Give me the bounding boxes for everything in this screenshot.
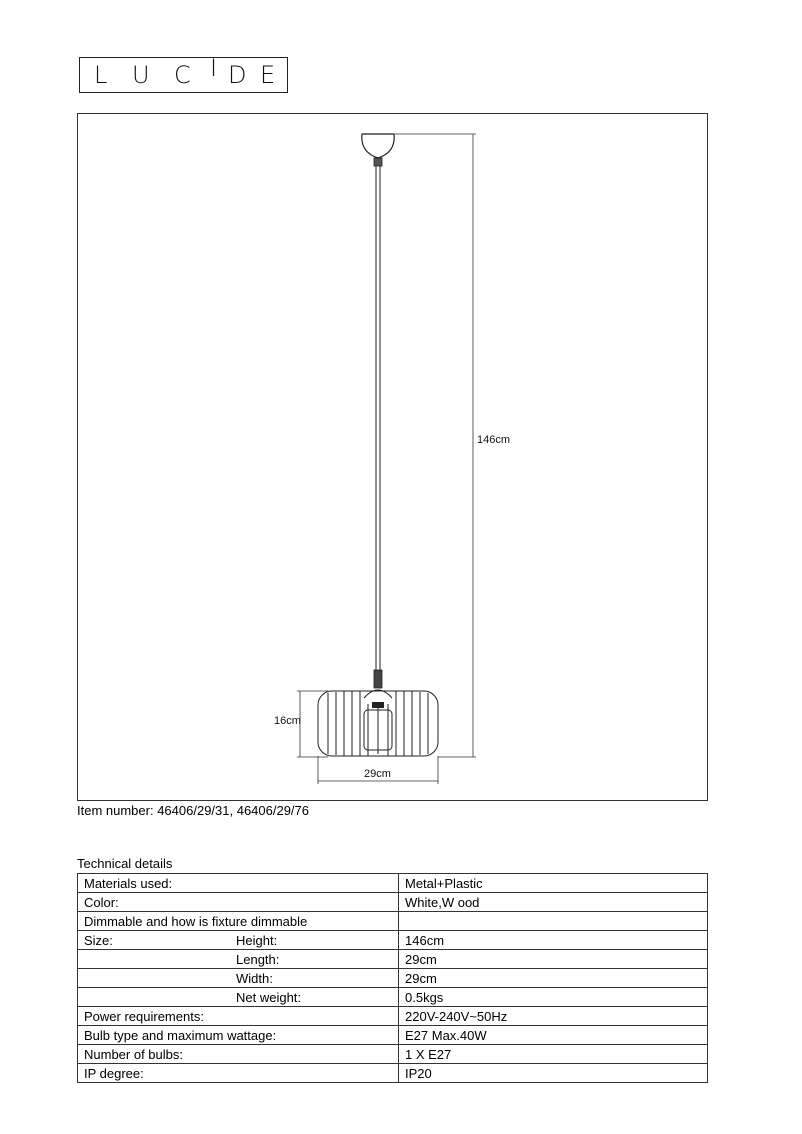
spec-value: Metal+Plastic [399, 874, 708, 893]
table-row [78, 1064, 708, 1083]
spec-label: Materials used: [78, 874, 231, 893]
technical-drawing [77, 113, 708, 801]
spec-label: Size: [78, 931, 231, 950]
spec-label [78, 969, 231, 988]
spec-sublabel [230, 1007, 399, 1026]
spec-label: IP degree: [78, 1064, 231, 1083]
spec-value: 146cm [399, 931, 708, 950]
spec-sublabel [230, 893, 399, 912]
dimension-lines [297, 134, 476, 784]
spec-label: Power requirements: [78, 1007, 231, 1026]
spec-value: White,W ood [399, 893, 708, 912]
table-row [78, 969, 708, 988]
spec-value: 1 X E27 [399, 1045, 708, 1064]
shade-width-label: 29cm [364, 768, 391, 780]
spec-label: Dimmable and how is fixture dimmable [78, 912, 399, 931]
spec-sublabel [230, 1064, 399, 1083]
spec-value: E27 Max.40W [399, 1026, 708, 1045]
total-height-label: 146cm [477, 434, 511, 446]
spec-label: Color: [78, 893, 231, 912]
pendant-lamp-drawing [78, 114, 709, 802]
logo-letter: L [94, 61, 108, 89]
table-row [78, 1026, 708, 1045]
table-row [78, 912, 708, 931]
technical-details-title: Technical details [77, 856, 173, 871]
spec-sublabel: Height: [230, 931, 399, 950]
table-row [78, 931, 708, 950]
brand-logo [79, 54, 288, 93]
logo-letter: U [132, 61, 150, 89]
spec-label: Number of bulbs: [78, 1045, 231, 1064]
spec-sublabel [230, 874, 399, 893]
table-row [78, 1045, 708, 1064]
spec-value: 220V-240V~50Hz [399, 1007, 708, 1026]
table-row [78, 988, 708, 1007]
logo-letter: D [228, 61, 247, 89]
lamp-shade [318, 691, 438, 756]
spec-value: 29cm [399, 969, 708, 988]
item-number: Item number: 46406/29/31, 46406/29/76 [77, 803, 310, 818]
canopy-connector [374, 158, 382, 166]
spec-sublabel: Width: [230, 969, 399, 988]
spec-value: IP20 [399, 1064, 708, 1083]
spec-sublabel [230, 1045, 399, 1064]
spec-sublabel: Length: [230, 950, 399, 969]
logo-letter: I [210, 54, 218, 82]
spec-sublabel: Net weight: [230, 988, 399, 1007]
lamp-holder [374, 670, 382, 688]
table-row [78, 950, 708, 969]
shade-height-label: 16cm [274, 715, 301, 727]
spec-value [399, 912, 708, 931]
ceiling-canopy [362, 134, 394, 158]
spec-value: 0.5kgs [399, 988, 708, 1007]
spec-label: Bulb type and maximum wattage: [78, 1026, 399, 1045]
table-row [78, 1007, 708, 1026]
table-row [78, 874, 708, 893]
socket [372, 702, 384, 708]
logo-letter: E [260, 61, 276, 89]
spec-label [78, 988, 231, 1007]
spec-label [78, 950, 231, 969]
spec-value: 29cm [399, 950, 708, 969]
technical-details-table [77, 873, 708, 1083]
logo-letter: C [174, 61, 191, 89]
table-row [78, 893, 708, 912]
